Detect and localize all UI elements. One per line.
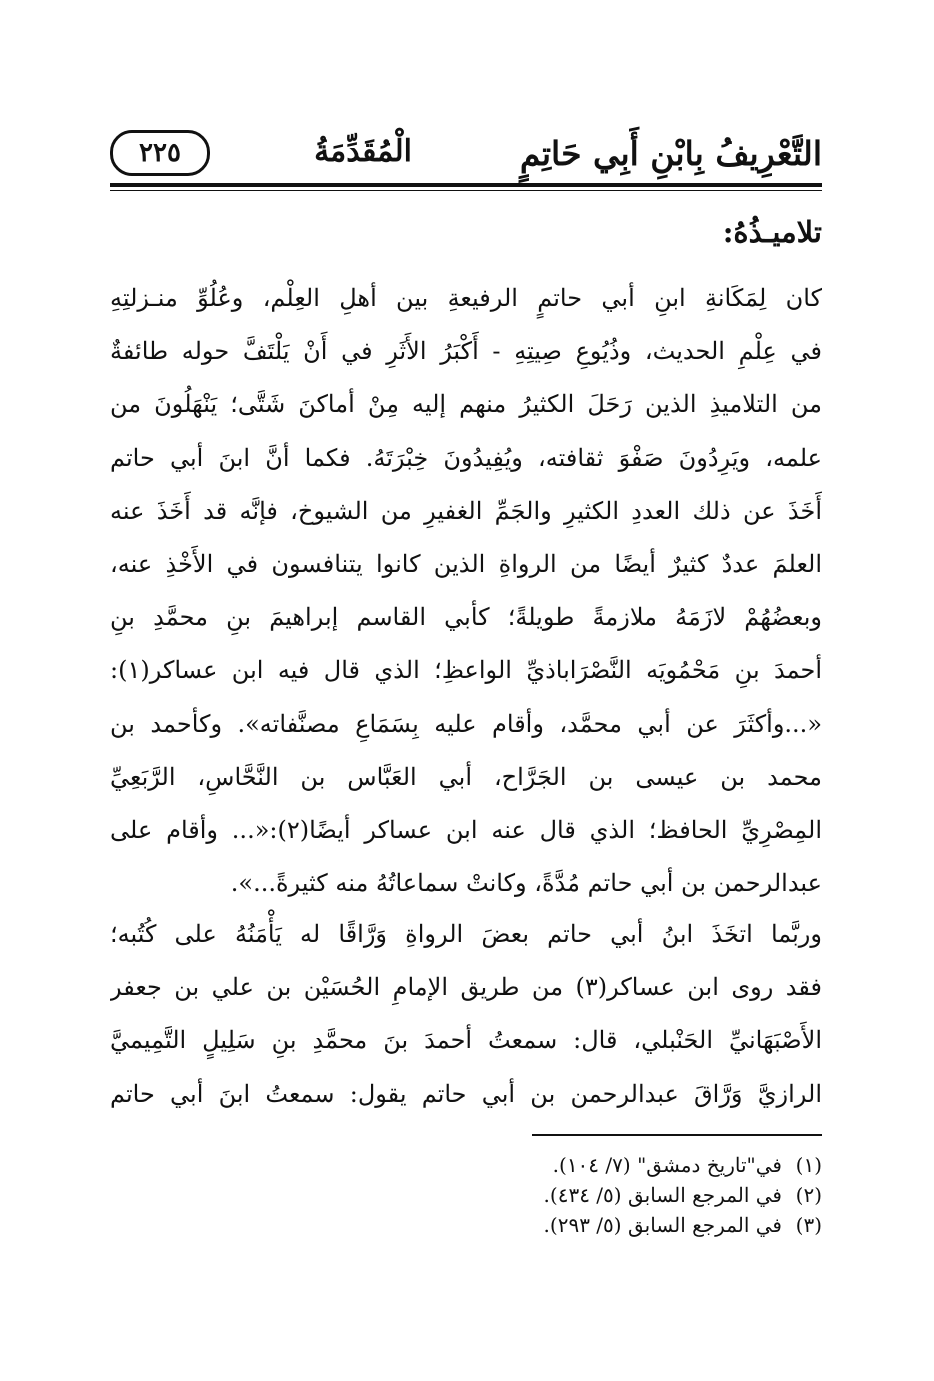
footnote-text: في المرجع السابق (٥/ ٤٣٤). (543, 1183, 782, 1207)
section-heading: تلاميـذُهُ: (722, 215, 822, 249)
running-header (110, 128, 822, 178)
text-line: «...وأكثَرَ عن أبي محمَّد، وأقام عليه بِسَمَاعِ مصنَّفاته». وكأحمد بن (110, 709, 822, 738)
text-line: عبدالرحمن بن أبي حاتم مُدَّةً، وكانتْ سماعاتُهُ منه كثيرةً...». (230, 869, 822, 898)
text-line: الأَصْبَهَانيِّ الحَنْبلي، قال: سمعتُ أحمدَ بنَ محمَّدِ بنِ سَلِيلٍ التَّمِيميَّ (110, 1026, 822, 1055)
footnote-2 (544, 1180, 822, 1210)
section-title: الْمُقَدِّمَةُ (314, 134, 412, 169)
text-line: أَخَذَ عن ذلك العددِ الكثيرِ والجَمِّ الغفيرِ من الشيوخ، فإنَّه قد أَخَذَ عنه (110, 496, 822, 525)
header-rule-thick (110, 183, 822, 187)
text-line: من التلاميذِ الذين رَحَلَ الكثيرُ منهم إليه مِنْ أماكنَ شَتَّى؛ يَنْهَلُونَ من (110, 390, 822, 419)
footnote-1 (544, 1150, 822, 1180)
text-line: أحمدَ بنِ مَحْمُويَه النَّصْرَاباذيِّ الواعظِ؛ الذي قال فيه ابن عساكر(١): (110, 656, 822, 685)
text-line: وبعضُهُمْ لازَمَهُ ملازمةً طويلةً؛ كأبي القاسم إبراهيمَ بنِ محمَّدِ بنِ (110, 603, 822, 632)
text-line: محمد بن عيسى بن الجَرَّاح، أبي العَبَّاس بن النَّحَّاسِ، الرَّبَعِيِّ (110, 762, 822, 791)
paragraph-1 (110, 272, 822, 910)
text-line: وربَّما اتخَذَ ابنُ أبي حاتم بعضَ الرواةِ وَرَّاقًا له يَأْمَنُهُ على كُتُبه؛ (110, 920, 822, 948)
footnote-number: (١) (795, 1153, 822, 1177)
footnote-number: (٣) (795, 1213, 822, 1237)
text-line: فقد روى ابن عساكر(٣) من طريق الإمامِ الحُسَيْن بن علي بن جعفر (110, 973, 822, 1002)
footnote-rule (532, 1134, 822, 1136)
footnote-text: في"تاريخ دمشق" (٧/ ١٠٤). (552, 1153, 782, 1177)
footnotes (544, 1150, 822, 1240)
footnote-3 (544, 1210, 822, 1240)
text-line: العلمَ عددٌ كثيرٌ أيضًا من الرواةِ الذين كانوا يتنافسون في الأَخْذِ عنه، (110, 549, 822, 578)
footnote-text: في المرجع السابق (٥/ ٢٩٣). (543, 1213, 782, 1237)
book-title: التَّعْرِيفُ بِابْنِ أَبِي حَاتِمٍ (519, 134, 822, 173)
footnote-number: (٢) (795, 1183, 822, 1207)
text-line: كان لِمَكَانةِ ابنِ أبي حاتمٍ الرفيعةِ بين أهلِ العِلْم، وعُلُوِّ منـزلتِهِ (110, 284, 822, 312)
header-rule-thin (110, 190, 822, 191)
text-line: المِصْرِيِّ الحافظ؛ الذي قال عنه ابن عساكر أيضًا(٢):«... وأقام على (110, 815, 822, 844)
paragraph-2 (110, 908, 822, 1121)
text-line: علمه، ويَرِدُونَ صَفْوَ ثقافته، ويُفِيدُونَ خِبْرَتَهُ. فكما أنَّ ابنَ أبي حاتم (110, 443, 822, 472)
page-number: ٢٢٥ (110, 130, 210, 176)
text-line: في عِلْمِ الحديث، وذُيُوعِ صِيتِهِ - أَكْبَرُ الأَثَرِ في أَنْ يَلْتَفَّ حوله طائفةٌ (110, 337, 822, 366)
text-line: الرازيَّ وَرَّاقَ عبدالرحمن بن أبي حاتم يقول: سمعتُ ابنَ أبي حاتم (110, 1079, 822, 1108)
